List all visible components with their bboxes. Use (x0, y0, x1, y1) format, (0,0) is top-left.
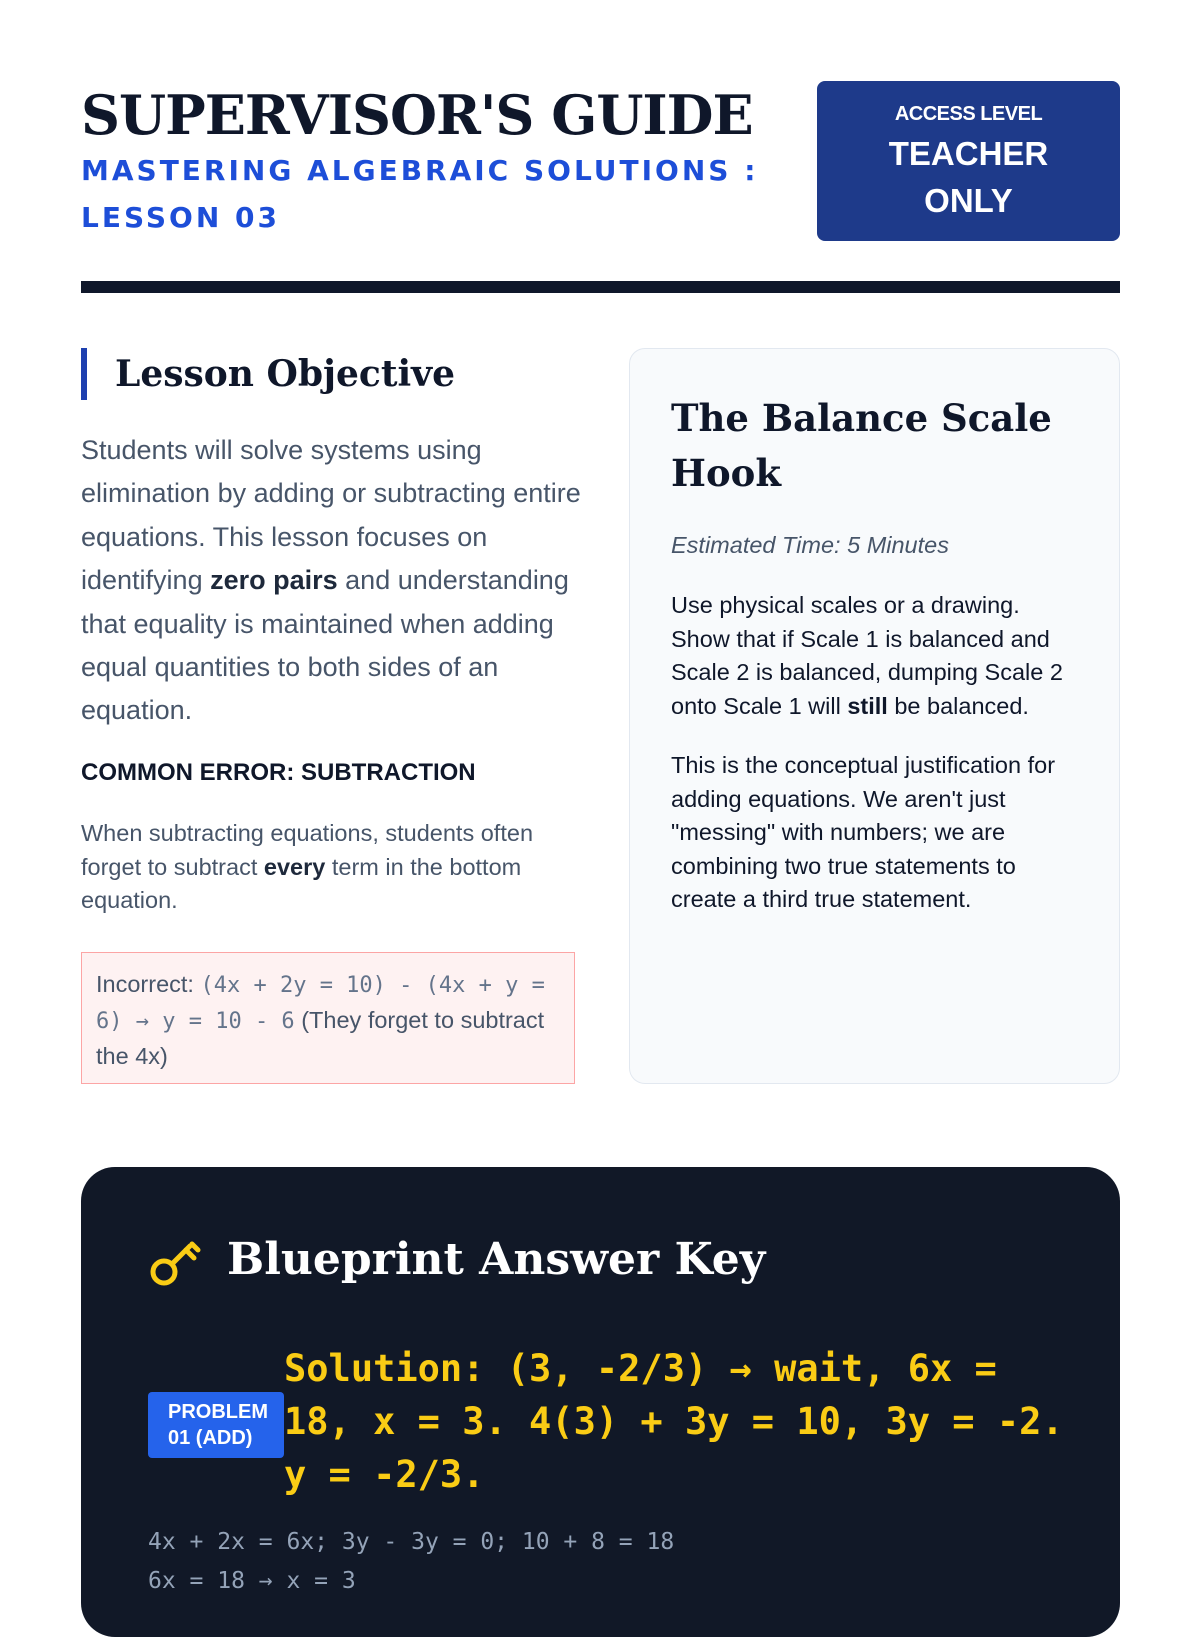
lesson-objective-title: Lesson Objective (115, 353, 455, 395)
hook-text-part: Use physical scales or a drawing. Show that if Scale 1 is balanced and Scale 2 is balanced, dumping Scale 2 onto Scale 1 will (671, 592, 1063, 719)
common-error-heading: COMMON ERROR: SUBTRACTION (81, 759, 476, 786)
error-emphasis: every (263, 853, 326, 880)
hook-emphasis: still (847, 692, 888, 719)
header-divider (81, 281, 1120, 293)
balance-scale-hook-card (629, 348, 1120, 1084)
answer-key-panel (81, 1167, 1120, 1637)
objective-emphasis: zero pairs (210, 565, 338, 596)
solution-text: Solution: (3, -2/3) → wait, 6x = 18, x = 3. 4(3) + 3y = 10, 3y = -2. y = -2/3. (284, 1347, 1064, 1496)
hook-estimated-time: Estimated Time: 5 Minutes (671, 532, 949, 558)
common-error-text (81, 817, 581, 918)
hook-text-part: be balanced. (887, 692, 1029, 719)
problem-tag: PROBLEM 01 (ADD) (148, 1392, 284, 1458)
answer-key-title: Blueprint Answer Key (227, 1234, 766, 1285)
access-level-badge (817, 81, 1120, 241)
objective-text-part: Students will solve systems using elimination by adding or subtracting entire equations. This lesson focuses on identifying (81, 435, 581, 596)
lesson-objective-text (81, 429, 581, 733)
lesson-objective-heading (81, 348, 455, 400)
page-title: SUPERVISOR'S GUIDE (81, 83, 753, 147)
page-subtitle: MASTERING ALGEBRAIC SOLUTIONS : LESSON 03 (81, 154, 759, 234)
solution-work (148, 1523, 1048, 1601)
incorrect-label: Incorrect: (96, 971, 201, 997)
incorrect-code: (4x + 2y = 10) - (4x + y = 6) → y = 10 - 6 (96, 973, 545, 1034)
error-text-part: When subtracting equations, students often forget to subtract (81, 820, 534, 880)
work-line: 4x + 2x = 6x; 3y - 3y = 0; 10 + 8 = 18 (148, 1529, 675, 1555)
hook-paragraph-1 (671, 589, 1079, 723)
hook-title: The Balance Scale Hook (671, 396, 1052, 495)
error-text-part: term in the bottom equation. (81, 853, 522, 913)
access-level-value: TEACHER ONLY (888, 135, 1049, 219)
access-level-label: ACCESS LEVEL (894, 103, 1043, 125)
work-line: 6x = 18 → x = 3 (148, 1568, 356, 1594)
objective-text-part: and understanding that equality is maintained when adding equal quantities to both sides of an equation. (81, 565, 569, 726)
key-icon (150, 1238, 202, 1290)
incorrect-note: (They forget to subtract the 4x) (96, 1007, 545, 1069)
hook-paragraph-2: This is the conceptual justification for adding equations. We aren't just "messing" with numbers; we are combining two true statements to create a third true statement. (671, 752, 1056, 912)
incorrect-example-box (81, 952, 575, 1084)
